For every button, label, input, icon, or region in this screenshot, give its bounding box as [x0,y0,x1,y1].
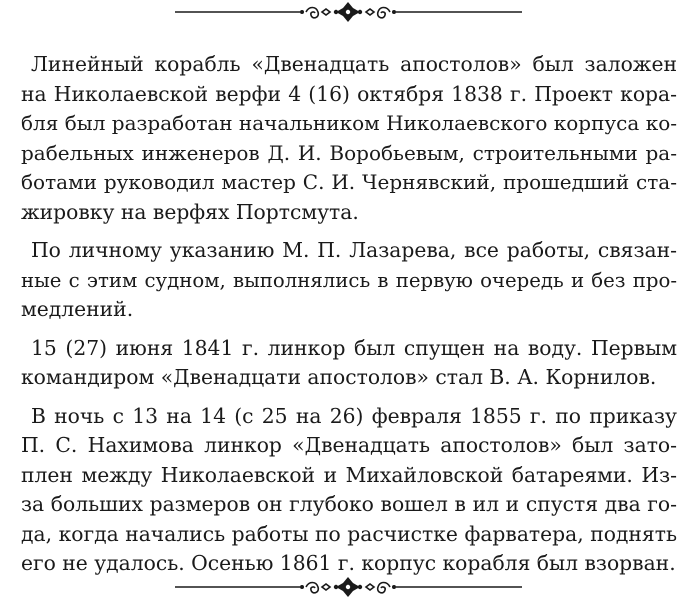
ornament-flourish-icon [0,575,696,599]
text-line: ные с этим судном, выполнялись в первую очередь и без про- [21,268,677,292]
paragraph-3 [21,334,677,393]
ornament-flourish-icon [0,0,696,24]
text-line: Линейный корабль «Двенадцать апостолов» был заложен [31,52,677,76]
text-line: жировку на верфях Портсмута. [21,199,359,224]
paragraph-4 [21,402,677,579]
top-ornament-divider [0,0,696,24]
text-line: В ночь с 13 на 14 (с 25 на 26) февраля 1855 г. по приказу [31,403,677,428]
text-line: По личному указанию М. П. Лазарева, все работы, связан- [31,238,677,262]
text-line: его не удалось. Осенью 1861 г. корпус корабля был взорван. [21,551,676,575]
text-line: на Николаевской верфи 4 (16) октября 1838 г. Проект кора- [21,81,677,106]
text-line: командиром «Двенадцати апостолов» стал В. А. Корнилов. [21,365,657,389]
text-line: П. С. Нахимова линкор «Двенадцать апостолов» был зато- [21,433,677,457]
paragraph-1 [21,50,677,227]
text-line: за больших размеров он глубоко вошел в ил и спустя два го- [21,492,677,516]
text-line: да, когда начались работы по расчистке фарватера, поднять [21,521,677,546]
text-line: плен между Николаевской и Михайловской батареями. Из- [21,462,677,487]
text-line: 15 (27) июня 1841 г. линкор был спущен на воду. Первым [31,335,677,360]
paragraph-2 [21,236,677,325]
bottom-ornament-divider [0,575,696,599]
text-line: бля был разработан начальником Николаевского корпуса ко- [21,111,677,135]
document-body [21,50,677,588]
text-line: медлений. [21,297,134,321]
text-line: рабельных инженеров Д. И. Воробьевым, строительными ра- [21,140,677,165]
text-line: ботами руководил мастер С. И. Чернявский, прошедший ста- [21,170,677,194]
